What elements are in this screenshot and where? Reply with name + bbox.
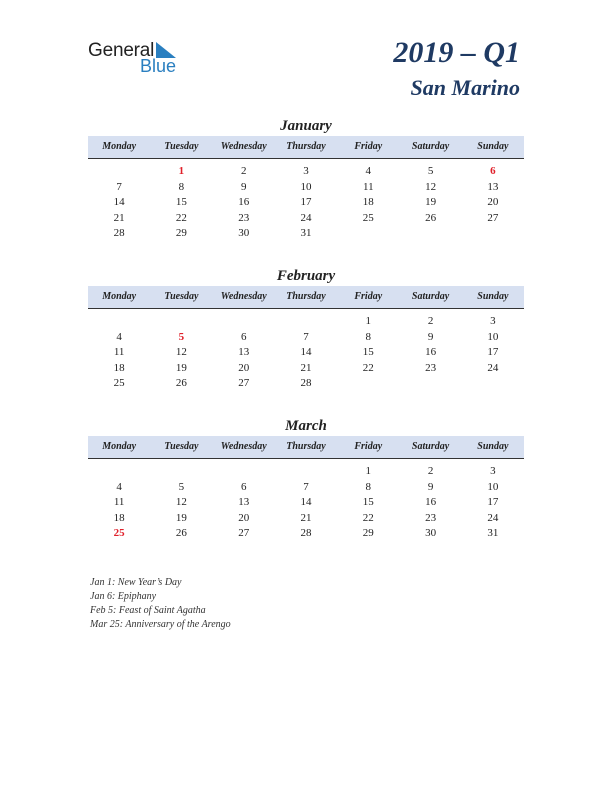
day-cell: 19 — [175, 361, 187, 374]
weekday-label: Monday — [102, 291, 137, 302]
day-cell: 12 — [175, 346, 187, 358]
month-march — [88, 416, 524, 542]
empty-day-cell — [462, 226, 524, 242]
empty-day-cell — [150, 464, 212, 480]
day-cell: 2 — [427, 465, 434, 477]
day-cell: 4 — [365, 165, 372, 177]
day-cell: 19 — [175, 511, 187, 524]
day-cell: 16 — [425, 496, 437, 508]
logo-word-blue: Blue — [140, 56, 177, 76]
weekday-label: Tuesday — [164, 441, 199, 452]
day-cell: 10 — [487, 480, 499, 493]
day-cell: 21 — [300, 361, 312, 374]
day-cell: 17 — [487, 496, 499, 508]
day-cell: 16 — [238, 196, 250, 208]
weekday-label: Monday — [102, 141, 137, 152]
empty-day-cell — [462, 376, 524, 392]
holiday-note: Mar 25: Anniversary of the Arengo — [90, 619, 231, 630]
day-cell: 23 — [238, 211, 250, 224]
day-cell: 5 — [178, 480, 185, 493]
day-cell: 7 — [116, 180, 122, 193]
page-subtitle: San Marino — [410, 75, 520, 100]
empty-day-cell — [88, 164, 150, 180]
day-cell: 18 — [113, 511, 125, 524]
day-cell: 20 — [238, 511, 250, 524]
holiday-note: Feb 5: Feast of Saint Agatha — [90, 605, 206, 616]
day-cell: 31 — [487, 527, 499, 539]
day-cell: 28 — [300, 527, 312, 539]
day-cell: 13 — [238, 346, 250, 358]
day-cell: 8 — [365, 480, 372, 493]
weekday-header — [88, 286, 524, 309]
weekday-header — [88, 136, 524, 159]
month-name: January — [280, 118, 332, 134]
day-cell: 17 — [487, 346, 499, 358]
day-cell: 17 — [300, 196, 312, 208]
day-cell: 6 — [240, 330, 247, 343]
weekday-label: Wednesday — [220, 291, 267, 302]
holiday-notes — [90, 576, 231, 632]
day-cell: 4 — [116, 480, 122, 493]
day-cell: 10 — [300, 180, 312, 193]
weekday-label: Sunday — [477, 141, 509, 152]
weekday-label: Friday — [354, 441, 383, 452]
day-cell: 9 — [427, 330, 434, 343]
weekday-label: Wednesday — [220, 141, 267, 152]
day-cell: 28 — [300, 377, 312, 389]
day-cell: 22 — [175, 211, 187, 224]
day-cell: 25 — [362, 211, 374, 224]
day-cell: 9 — [240, 180, 247, 193]
day-cell: 14 — [113, 196, 125, 208]
month-january — [88, 116, 524, 242]
day-grid — [88, 159, 524, 242]
day-cell: 24 — [487, 361, 499, 374]
day-cell: 3 — [490, 465, 496, 477]
weekday-label: Saturday — [411, 441, 450, 452]
empty-day-cell — [399, 226, 461, 242]
day-cell: 11 — [113, 346, 125, 358]
day-cell: 13 — [487, 180, 499, 193]
empty-day-cell — [275, 464, 337, 480]
day-cell: 25 — [113, 377, 125, 389]
day-cell: 4 — [116, 330, 122, 343]
day-cell: 21 — [113, 211, 125, 224]
empty-day-cell — [399, 376, 461, 392]
day-cell: 12 — [175, 496, 187, 508]
month-february — [88, 266, 524, 392]
day-cell: 14 — [300, 496, 312, 508]
empty-day-cell — [213, 464, 275, 480]
day-cell: 31 — [300, 227, 312, 239]
day-cell: 18 — [362, 196, 374, 208]
day-cell: 10 — [487, 330, 499, 343]
day-cell: 6 — [490, 165, 496, 177]
day-cell: 6 — [240, 480, 247, 493]
day-cell: 29 — [362, 527, 374, 539]
day-cell: 20 — [487, 196, 499, 208]
day-cell: 11 — [113, 496, 125, 508]
weekday-label: Tuesday — [164, 141, 199, 152]
day-grid — [88, 459, 524, 542]
weekday-label: Thursday — [286, 441, 326, 452]
day-cell: 27 — [238, 377, 250, 389]
day-cell: 19 — [425, 196, 437, 208]
day-cell: 1 — [365, 465, 372, 477]
logo — [88, 40, 188, 76]
month-name: February — [276, 268, 336, 284]
day-cell: 26 — [175, 527, 187, 539]
day-cell: 22 — [362, 511, 374, 524]
weekday-label: Friday — [354, 291, 383, 302]
day-cell: 3 — [490, 315, 496, 327]
day-cell: 3 — [303, 165, 309, 177]
day-cell: 5 — [178, 330, 185, 343]
day-cell: 7 — [303, 330, 309, 343]
day-cell: 24 — [300, 211, 312, 224]
day-cell: 22 — [362, 361, 374, 374]
day-cell: 1 — [365, 315, 372, 327]
day-cell: 29 — [175, 227, 187, 239]
empty-day-cell — [275, 314, 337, 330]
day-cell: 14 — [300, 346, 312, 358]
empty-day-cell — [88, 464, 150, 480]
weekday-label: Thursday — [286, 141, 326, 152]
day-cell: 27 — [487, 211, 499, 224]
day-cell: 23 — [425, 511, 437, 524]
day-cell: 15 — [175, 196, 187, 208]
weekday-label: Monday — [102, 441, 137, 452]
month-name: March — [285, 418, 327, 434]
day-cell: 12 — [425, 180, 437, 193]
day-cell: 16 — [425, 346, 437, 358]
day-cell: 28 — [113, 227, 125, 239]
day-cell: 27 — [238, 527, 250, 539]
day-cell: 26 — [425, 211, 437, 224]
weekday-header — [88, 436, 524, 459]
day-cell: 8 — [365, 330, 372, 343]
day-cell: 30 — [425, 527, 437, 539]
empty-day-cell — [150, 314, 212, 330]
weekday-label: Tuesday — [164, 291, 199, 302]
day-cell: 24 — [487, 511, 499, 524]
day-cell: 15 — [362, 496, 374, 508]
day-cell: 1 — [178, 165, 185, 177]
day-cell: 21 — [300, 511, 312, 524]
page-title: 2019 – Q1 — [393, 36, 520, 69]
weekday-label: Sunday — [477, 291, 509, 302]
holiday-note: Jan 1: New Year’s Day — [90, 577, 182, 588]
weekday-label: Friday — [354, 141, 383, 152]
weekday-label: Wednesday — [220, 441, 267, 452]
day-cell: 2 — [427, 315, 434, 327]
day-cell: 20 — [238, 361, 250, 374]
weekday-label: Thursday — [286, 291, 326, 302]
day-cell: 18 — [113, 361, 125, 374]
day-cell: 26 — [175, 377, 187, 389]
day-cell: 13 — [238, 496, 250, 508]
logo-word-general: General — [88, 40, 155, 61]
day-cell: 15 — [362, 346, 374, 358]
weekday-label: Sunday — [477, 441, 509, 452]
day-cell: 23 — [425, 361, 437, 374]
day-cell: 7 — [303, 480, 309, 493]
day-cell: 5 — [427, 165, 434, 177]
weekday-label: Saturday — [411, 291, 450, 302]
day-cell: 8 — [178, 180, 185, 193]
empty-day-cell — [213, 314, 275, 330]
day-grid — [88, 309, 524, 392]
empty-day-cell — [337, 226, 399, 242]
weekday-label: Saturday — [411, 141, 450, 152]
day-cell: 30 — [238, 227, 250, 239]
empty-day-cell — [337, 376, 399, 392]
holiday-note: Jan 6: Epiphany — [90, 591, 157, 602]
day-cell: 11 — [362, 180, 374, 193]
day-cell: 2 — [240, 165, 247, 177]
empty-day-cell — [88, 314, 150, 330]
day-cell: 25 — [113, 527, 125, 539]
day-cell: 9 — [427, 480, 434, 493]
